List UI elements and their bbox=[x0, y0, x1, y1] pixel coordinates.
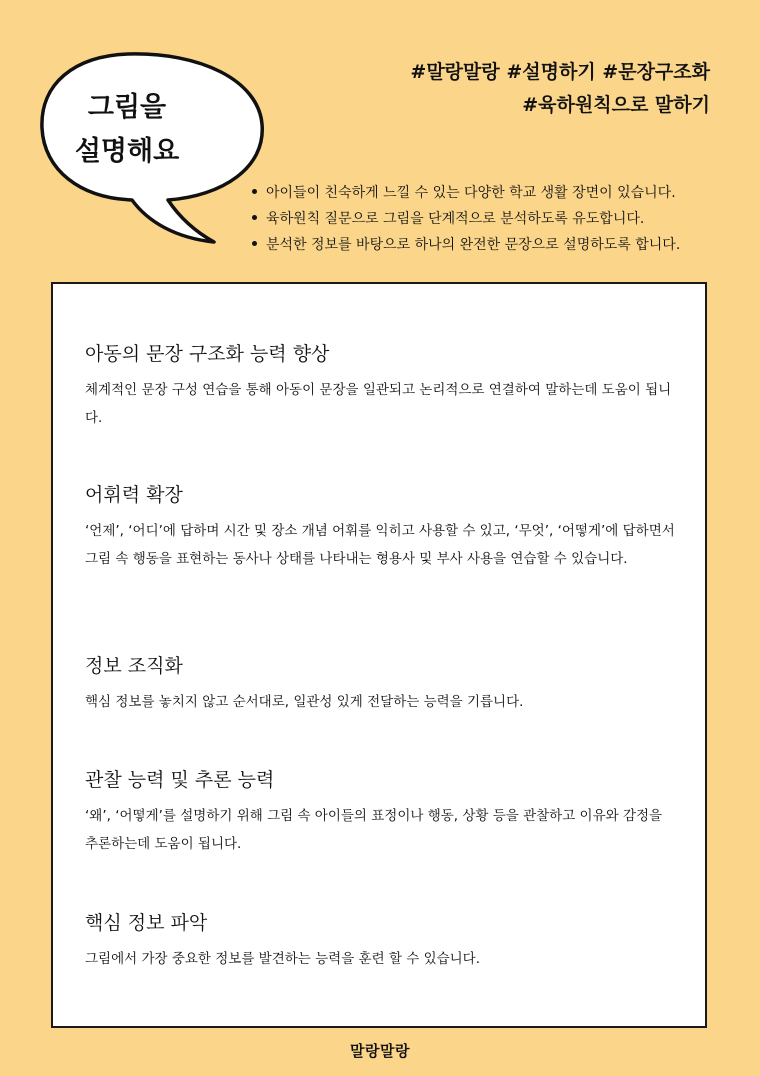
bullet-dot-icon bbox=[252, 241, 257, 246]
section-observation bbox=[85, 766, 679, 858]
section-body: 체계적인 문장 구성 연습을 통해 아동이 문장을 일관되고 논리적으로 연결하여 말하는데 도움이 됩니다. bbox=[85, 382, 672, 426]
feature-list bbox=[252, 180, 680, 258]
content-panel bbox=[51, 282, 707, 1028]
section-title: 아동의 문장 구조화 능력 향상 bbox=[85, 343, 330, 365]
bubble-title-line2: 설명해요 bbox=[74, 136, 180, 167]
section-title: 어휘력 확장 bbox=[85, 484, 183, 506]
section-organization bbox=[85, 652, 679, 716]
section-body: ‘왜’, ‘어떻게’를 설명하기 위해 그림 속 아이들의 표정이나 행동, 상황 등을 관찰하고 이유와 감정을 추론하는데 도움이 됩니다. bbox=[85, 808, 663, 852]
section-sentence-structure bbox=[85, 340, 679, 432]
hashtags bbox=[410, 56, 710, 122]
bubble-title-line1: 그림을 bbox=[87, 92, 167, 123]
bullet-dot-icon bbox=[252, 215, 257, 220]
section-title: 정보 조직화 bbox=[85, 655, 183, 677]
section-title: 핵심 정보 파악 bbox=[85, 912, 208, 934]
feature-item bbox=[252, 206, 680, 232]
section-body: 그림에서 가장 중요한 정보를 발견하는 능력을 훈련 할 수 있습니다. bbox=[85, 951, 481, 967]
section-vocabulary bbox=[85, 481, 679, 573]
section-key-info bbox=[85, 909, 679, 973]
hashtags-line2: #육하원칙으로 말하기 bbox=[522, 94, 710, 116]
feature-item bbox=[252, 232, 680, 258]
feature-item-text: 육하원칙 질문으로 그림을 단계적으로 분석하도록 유도합니다. bbox=[266, 211, 645, 227]
section-body: ‘언제’, ‘어디’에 답하며 시간 및 장소 개념 어휘를 익히고 사용할 수 있고, ‘무엇’, ‘어떻게’에 답하면서 그림 속 행동을 표현하는 동사나 상태를 나타내는 형용사 및 부사 사용을 연습할 수 있습니다. bbox=[85, 523, 675, 567]
bullet-dot-icon bbox=[252, 189, 257, 194]
section-body: 핵심 정보를 놓치지 않고 순서대로, 일관성 있게 전달하는 능력을 기릅니다. bbox=[85, 694, 524, 710]
feature-item-text: 분석한 정보를 바탕으로 하나의 완전한 문장으로 설명하도록 합니다. bbox=[266, 237, 681, 253]
feature-item-text: 아이들이 친숙하게 느낄 수 있는 다양한 학교 생활 장면이 있습니다. bbox=[266, 185, 676, 201]
footer-brand: 말랑말랑 bbox=[350, 1042, 410, 1060]
hashtags-line1: #말랑말랑 #설명하기 #문장구조화 bbox=[410, 61, 710, 83]
feature-item bbox=[252, 180, 680, 206]
section-title: 관찰 능력 및 추론 능력 bbox=[85, 769, 275, 791]
bubble-title bbox=[52, 86, 202, 174]
